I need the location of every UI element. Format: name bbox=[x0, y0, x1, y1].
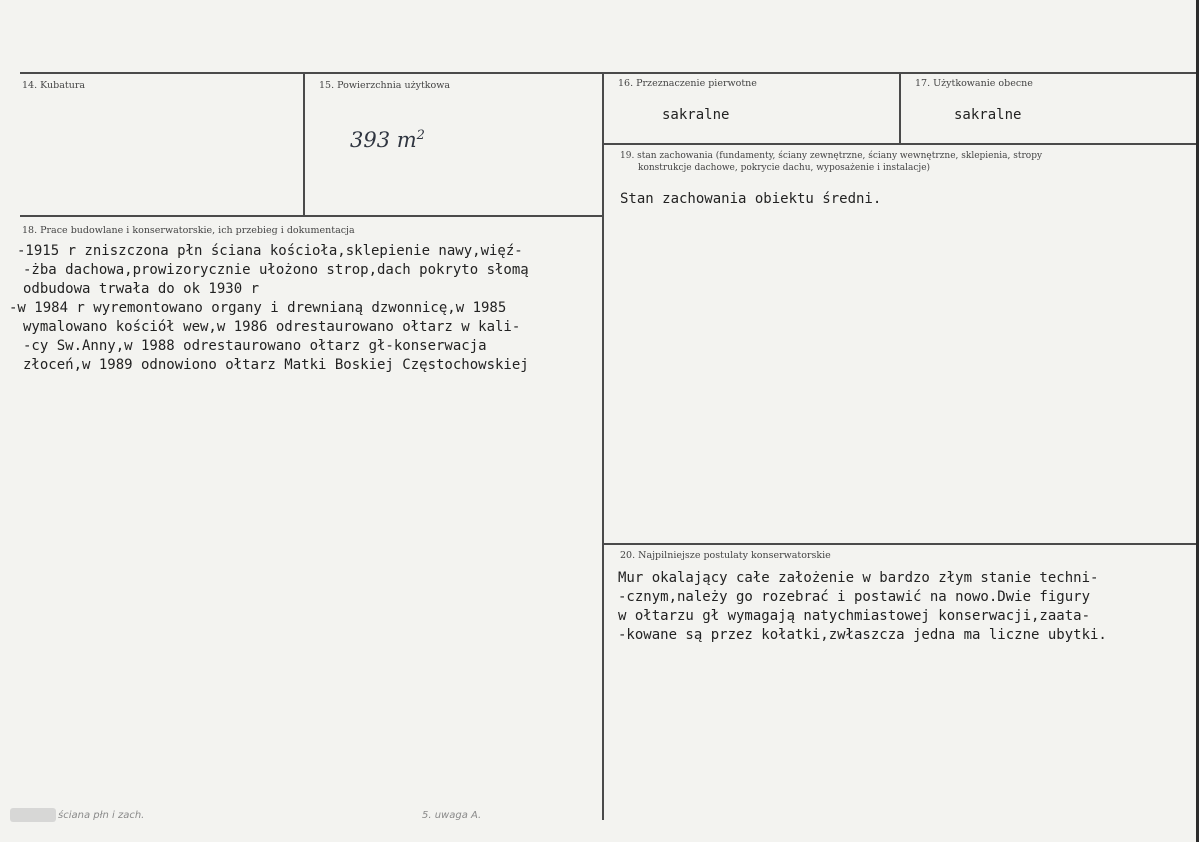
margin-note-center: 5. uwaga A. bbox=[422, 810, 482, 821]
field-18-line: -żba dachowa,prowizorycznie ułożono strop,dach pokryto słomą bbox=[23, 262, 529, 278]
field-18-line: wymalowano kościół wew,w 1986 odrestaurowano ołtarz w kali- bbox=[23, 319, 521, 335]
field-18-line: -w 1984 r wyremontowano organy i drewnianą dzwonnicę,w 1985 bbox=[9, 300, 507, 316]
divider-row-19-20 bbox=[604, 543, 1196, 545]
field-20-line: -cznym,należy go rozebrać i postawić na nowo.Dwie figury bbox=[618, 589, 1091, 605]
divider-16-17 bbox=[899, 73, 901, 143]
field-20-label: 20. Najpilniejsze postulaty konserwatorskie bbox=[620, 550, 831, 561]
field-15-superscript: 2 bbox=[416, 128, 425, 143]
field-18-line: -cy Sw.Anny,w 1988 odrestaurowano ołtarz gł-konserwacja bbox=[23, 338, 487, 354]
field-18-label: 18. Prace budowlane i konserwatorskie, ich przebieg i dokumentacja bbox=[22, 225, 355, 236]
divider-row-15-18 bbox=[20, 215, 603, 217]
field-16-label: 16. Przeznaczenie pierwotne bbox=[618, 78, 757, 89]
field-15-number: 393 m bbox=[350, 128, 417, 152]
margin-blot bbox=[10, 808, 56, 822]
field-18-line: złoceń,w 1989 odnowiono ołtarz Matki Boskiej Częstochowskiej bbox=[23, 357, 529, 373]
divider-14-15 bbox=[303, 73, 305, 216]
field-20-line: w ołtarzu gł wymagają natychmiastowej konserwacji,zaata- bbox=[618, 608, 1091, 624]
field-19-label-line2: konstrukcje dachowe, pokrycie dachu, wyposażenie i instalacje) bbox=[638, 163, 931, 173]
field-15-value bbox=[350, 128, 425, 152]
field-20-line: Mur okalający całe założenie w bardzo złym stanie techni- bbox=[618, 570, 1099, 586]
field-15-label: 15. Powierzchnia użytkowa bbox=[319, 80, 451, 91]
field-18-line: -1915 r zniszczona płn ściana kościoła,sklepienie nawy,więź- bbox=[17, 243, 523, 259]
field-14-label: 14. Kubatura bbox=[22, 80, 86, 91]
field-17-label: 17. Użytkowanie obecne bbox=[915, 78, 1033, 89]
field-19-value: Stan zachowania obiektu średni. bbox=[620, 191, 882, 207]
divider-main bbox=[602, 73, 604, 820]
field-20-line: -kowane są przez kołatki,zwłaszcza jedna ma liczne ubytki. bbox=[618, 627, 1107, 643]
field-19-label-line1: 19. stan zachowania (fundamenty, ściany zewnętrzne, ściany wewnętrzne, sklepienia, stropy bbox=[620, 151, 1043, 161]
divider-row-16-19 bbox=[604, 143, 1196, 145]
field-16-value: sakralne bbox=[662, 107, 730, 123]
field-17-value: sakralne bbox=[954, 107, 1022, 123]
top-border bbox=[20, 72, 1196, 74]
field-18-line: odbudowa trwała do ok 1930 r bbox=[23, 281, 260, 297]
margin-note-left: ściana płn i zach. bbox=[58, 810, 145, 821]
